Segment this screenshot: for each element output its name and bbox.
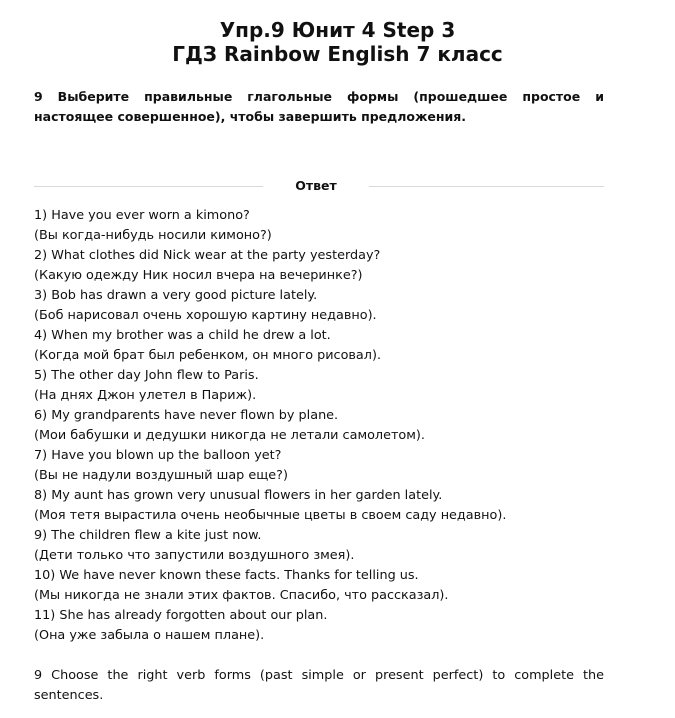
answer-english: 8) My aunt has grown very unusual flowers in her garden lately. [34, 488, 443, 503]
answer-translation: (Когда мой брат был ребенком, он много рисовал). [34, 348, 382, 363]
answer-translation: (На днях Джон улетел в Париж). [34, 388, 257, 403]
answer-english: 10) We have never known these facts. Thanks for telling us. [34, 568, 419, 583]
answer-item [34, 526, 634, 566]
answer-item [34, 366, 634, 406]
answer-list [34, 206, 634, 646]
divider-line-left [34, 186, 263, 187]
answer-translation: (Боб нарисовал очень хорошую картину недавно). [34, 308, 377, 323]
answer-english: 4) When my brother was a child he drew a lot. [34, 328, 331, 343]
answer-item [34, 246, 634, 286]
answer-item [34, 606, 634, 646]
answer-translation: (Моя тетя вырастила очень необычные цветы в своем саду недавно). [34, 508, 507, 523]
answer-english: 2) What clothes did Nick wear at the party yesterday? [34, 248, 381, 263]
answer-english: 5) The other day John flew to Paris. [34, 368, 259, 383]
answer-item [34, 566, 634, 606]
page-title-line-2: ГДЗ Rainbow English 7 класс [172, 42, 503, 66]
answer-translation: (Какую одежду Ник носил вчера на вечеринке?) [34, 268, 363, 283]
answer-item [34, 286, 634, 326]
task-instruction-english: 9 Choose the right verb forms (past simple or present perfect) to complete the sentences. [34, 668, 604, 703]
answer-divider [34, 176, 604, 196]
answer-english: 7) Have you blown up the balloon yet? [34, 448, 282, 463]
answer-item [34, 446, 634, 486]
answer-english: 1) Have you ever worn a kimono? [34, 208, 250, 223]
answer-translation: (Мы никогда не знали этих фактов. Спасибо, что рассказал). [34, 588, 449, 603]
answer-english: 9) The children flew a kite just now. [34, 528, 262, 543]
answer-item [34, 206, 634, 246]
task-instruction-russian: 9 Выберите правильные глагольные формы (прошедшее простое и настоящее совершенное), чтобы завершить предложения. [34, 89, 604, 124]
answer-translation: (Дети только что запустили воздушного змея). [34, 548, 355, 563]
answer-item [34, 326, 634, 366]
answer-item [34, 486, 634, 526]
answer-heading: Ответ [295, 178, 337, 193]
answer-english: 3) Bob has drawn a very good picture lately. [34, 288, 318, 303]
answer-translation: (Она уже забыла о нашем плане). [34, 628, 265, 643]
answer-translation: (Вы не надули воздушный шар еще?) [34, 468, 288, 483]
answer-translation: (Мои бабушки и дедушки никогда не летали самолетом). [34, 428, 425, 443]
answer-translation: (Вы когда-нибудь носили кимоно?) [34, 228, 272, 243]
answer-item [34, 406, 634, 446]
divider-line-right [369, 186, 604, 187]
page-title-line-1: Упр.9 Юнит 4 Step 3 [219, 18, 456, 42]
answer-english: 11) She has already forgotten about our plan. [34, 608, 328, 623]
answer-english: 6) My grandparents have never flown by plane. [34, 408, 339, 423]
